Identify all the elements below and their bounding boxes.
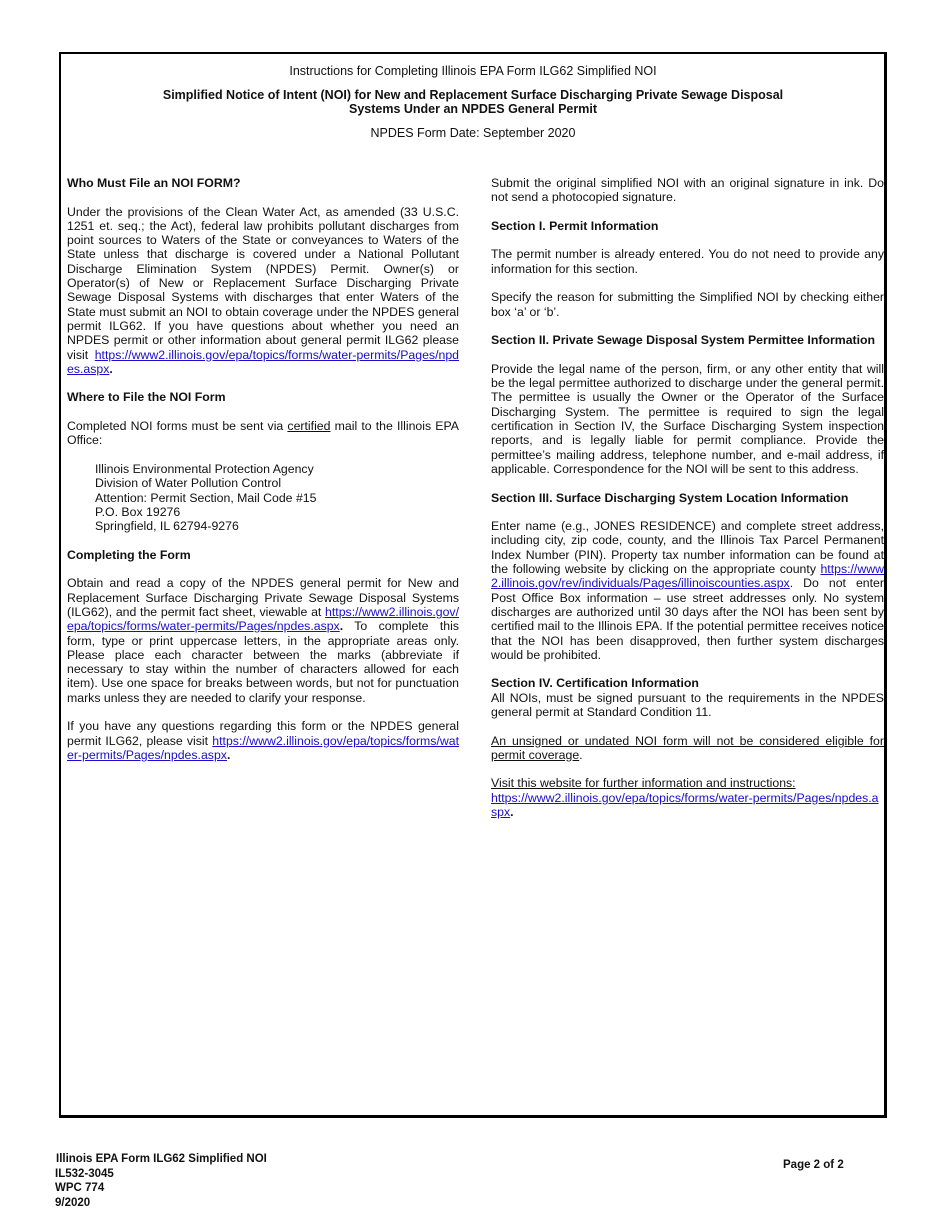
left-column — [67, 176, 459, 776]
questions-text: If you have any questions regarding this form or the NPDES general permit ILG62, please visit https://www2.illinois.gov/epa/topics/forms/water-permits/Pages/npdes.aspx. — [67, 719, 459, 762]
section-4-heading: Section IV. Certification Information — [491, 676, 699, 691]
address-line: Division of Water Pollution Control — [95, 476, 282, 491]
section-1-heading: Section I. Permit Information — [491, 218, 659, 233]
address-line: Springfield, IL 62794-9276 — [95, 519, 239, 534]
counties-link[interactable]: https://www2.illinois.gov/rev/individuals/Pages/illinoiscounties.aspx — [491, 562, 884, 591]
footer-code-1: IL532-3045 — [55, 1167, 114, 1180]
page-number: Page 2 of 2 — [783, 1159, 844, 1171]
npdes-link[interactable]: https://www2.illinois.gov/epa/topics/forms/water-permits/Pages/npdes.aspx — [67, 733, 459, 762]
section-2-text: Provide the legal name of the person, firm, or any other entity that will be the legal permittee authorized to discharge under the general permit. The permittee is usually the Owner or the Operator of the Surface Discharging System. The permittee is required to sign the legal certification in Section IV, the Surface Discharging System inspection reports, and is legally liable for permit compliance. Provide the permittee’s mailing address, telephone number, and e-mail address, if applicable. Correspondence for the NOI will be sent to this address. — [491, 361, 884, 476]
mailing-address — [95, 462, 459, 533]
address-line: Illinois Environmental Protection Agency — [95, 461, 314, 476]
completing-form-text: Obtain and read a copy of the NPDES general permit for New and Replacement Surface Discharging Private Sewage Disposal Systems (ILG62), and the permit fact sheet, viewable at https://www2.illinois.gov/epa/topics/forms/water-permits/Pages/npdes.aspx. To complete this form, type or print uppercase letters, in the appropriate areas only. Please place each character between the marks (abbreviate if necessary to stay within the number of characters allowed for each item). Use one space for breaks between words, but not for punctuation marks unless they are needed to clarify your response. — [67, 576, 459, 705]
where-to-file-text: Completed NOI forms must be sent via certified mail to the Illinois EPA Office: — [67, 419, 459, 448]
page-title: Simplified Notice of Intent (NOI) for New and Replacement Surface Discharging Private Sewage Disposal Systems Under an NPDES General Permit — [162, 88, 784, 116]
who-must-file-heading: Who Must File an NOI FORM? — [67, 176, 241, 190]
form-date: NPDES Form Date: September 2020 — [370, 126, 576, 140]
npdes-link[interactable]: https://www2.illinois.gov/epa/topics/forms/water-permits/Pages/npdes.aspx — [67, 604, 459, 634]
further-info-text: Visit this website for further information and instructions: https://www2.illinois.gov/epa/topics/forms/water-permits/Pages/npdes.aspx. — [491, 776, 879, 820]
section-3-heading: Section III. Surface Discharging System Location Information — [491, 490, 849, 505]
section-3-text: Enter name (e.g., JONES RESIDENCE) and complete street address, including city, zip code, county, and the Illinois Tax Parcel Permanent Index Number (PIN). Property tax number information can be found at the following website by clicking on the appropriate county https://www2.illinois.gov/rev/individuals/Pages/illinoiscounties.aspx. Do not enter Post Office Box information – use street addresses only. No system discharges are authorized until 30 days after the NOI has been sent by certified mail to the Illinois EPA. If the potential permittee receives notice that the NOI has been disapproved, then further system discharges would be prohibited. — [491, 519, 884, 662]
address-line: Attention: Permit Section, Mail Code #15 — [95, 490, 317, 505]
section-2-heading: Section II. Private Sewage Disposal System Permittee Information — [491, 333, 876, 348]
where-to-file-heading: Where to File the NOI Form — [67, 390, 226, 405]
section-1-reason-text: Specify the reason for submitting the Simplified NOI by checking either box ‘a’ or ‘b’. — [491, 290, 884, 319]
completing-form-heading: Completing the Form — [67, 547, 191, 562]
address-line: P.O. Box 19276 — [95, 504, 181, 519]
submit-original-text: Submit the original simplified NOI with an original signature in ink. Do not send a photocopied signature. — [491, 176, 884, 205]
footer-form-info — [55, 1152, 267, 1210]
npdes-link[interactable]: https://www2.illinois.gov/epa/topics/forms/water-permits/Pages/npdes.aspx — [491, 790, 879, 820]
who-must-file-text: Under the provisions of the Clean Water Act, as amended (33 U.S.C. 1251 et. seq.; the Act), federal law prohibits pollutant discharges from point sources to Waters of the State or conveyances to Waters of the State unless that discharge is covered under a National Pollutant Discharge Elimination System (NPDES) Permit. Owner(s) or Operator(s) of New or Replacement Surface Discharging Private Sewage Disposal Systems with discharges that enter Waters of the State must submit an NOI to obtain coverage under the NPDES general permit ILG62. If you have questions about whether you need an NPDES permit or other information about general permit ILG62 please visit https://www2.illinois.gov/epa/topics/forms/water-permits/Pages/npdes.aspx. — [67, 204, 459, 376]
footer-date: 9/2020 — [55, 1196, 91, 1209]
section-1-text: The permit number is already entered. You do not need to provide any information for this section. — [491, 247, 884, 276]
right-column — [491, 176, 884, 834]
section-4-text: All NOIs, must be signed pursuant to the requirements in the NPDES general permit at Standard Condition 11. — [491, 690, 884, 719]
unsigned-warning: An unsigned or undated NOI form will not be considered eligible for permit coverage. — [491, 733, 884, 762]
npdes-link[interactable]: https://www2.illinois.gov/epa/topics/forms/water-permits/Pages/npdes.aspx — [67, 347, 459, 376]
document-header — [59, 52, 887, 140]
footer-form-name: Illinois EPA Form ILG62 Simplified NOI — [56, 1153, 267, 1165]
footer-code-2: WPC 774 — [55, 1182, 105, 1194]
instructions-title: Instructions for Completing Illinois EPA Form ILG62 Simplified NOI — [289, 64, 657, 78]
